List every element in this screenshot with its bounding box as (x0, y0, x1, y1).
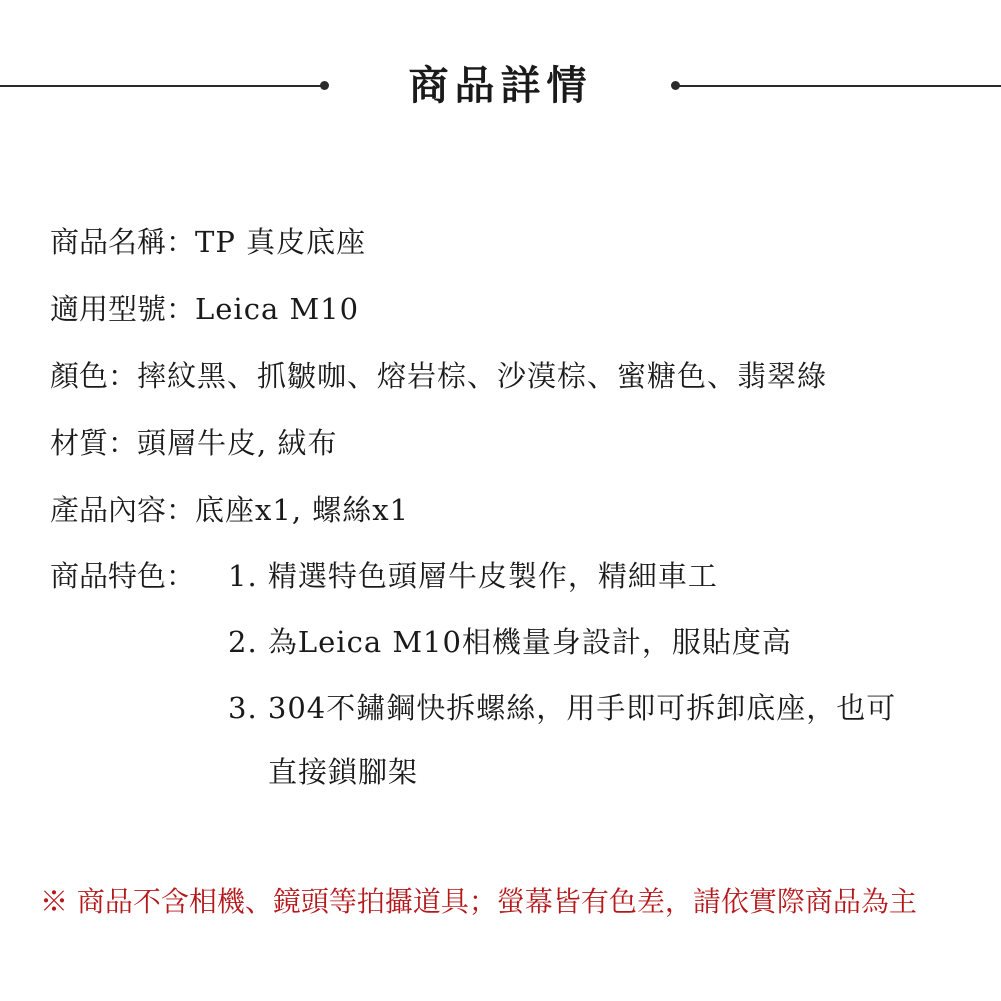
feature-item: 2. 為Leica M10相機量身設計，服貼度高 (228, 625, 792, 659)
spec-label: 適用型號： (50, 292, 196, 326)
spec-label: 商品特色： (50, 559, 196, 593)
spec-value: TP 真皮底座 (195, 225, 367, 259)
feature-item-continuation: 直接鎖腳架 (268, 755, 419, 789)
section-header (0, 58, 1001, 114)
spec-colors (50, 356, 827, 396)
spec-package-content (50, 490, 409, 530)
spec-label: 顏色： (50, 359, 138, 393)
spec-value: 摔紋黑、抓皺咖、熔岩棕、沙漠棕、蜜糖色、翡翠綠 (137, 359, 828, 393)
header-rule-right (676, 85, 1001, 87)
disclaimer-notice: ※ 商品不含相機、鏡頭等拍攝道具；螢幕皆有色差，請依實際商品為主 (40, 885, 917, 918)
spec-label: 商品名稱： (50, 225, 196, 259)
feature-item: 1. 精選特色頭層牛皮製作，精細車工 (228, 559, 718, 593)
spec-label: 產品內容： (50, 493, 196, 527)
spec-value: 底座x1, 螺絲x1 (195, 493, 410, 527)
spec-label: 材質： (50, 426, 138, 460)
section-title: 商品詳情 (408, 62, 593, 109)
spec-product-name (50, 222, 366, 262)
feature-item: 3. 304不鏽鋼快拆螺絲，用手即可拆卸底座，也可 (228, 691, 897, 725)
spec-value: Leica M10 (195, 292, 360, 326)
spec-material (50, 423, 337, 463)
spec-compatible-model (50, 289, 359, 329)
spec-features (50, 556, 195, 596)
spec-value: 頭層牛皮, 絨布 (137, 426, 338, 460)
